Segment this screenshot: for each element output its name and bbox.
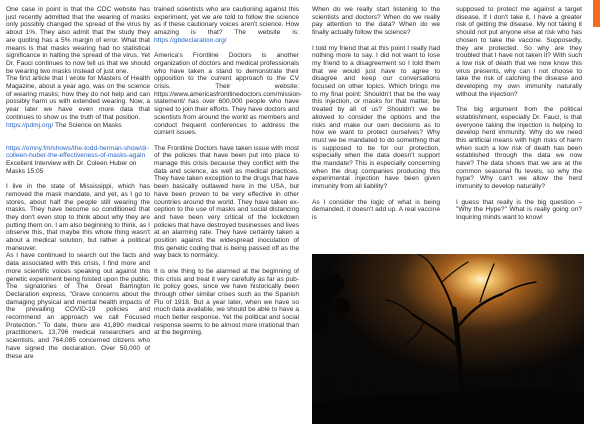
sunset-silhouette-photo bbox=[312, 254, 584, 424]
paragraph: As I consider the logic of what is being demanded, it doesn't add up. A real vaccine is bbox=[312, 198, 440, 221]
paragraph: As I have continued to search out the facts and data associated with this crisis, I find more and more scientific voices speaking out against this genetic experiment being foisted upon the public. The signatories of The Great Barrington Declaration express, "Grave concerns about the damaging physical and mental health impacts of the prevailing COVID-19 policies and recommend an approach we call Focused Protection." To date, there are 41,890 medical practitioners, 13,796 medical researchers and scientists, and 764,085 concerned citizens who have signed the declaration. Over 50,000 of these are bbox=[6, 252, 150, 360]
paragraph: It is one thing to be alarmed at the beginning of this crisis and treat it very carefully as far as pub-lic policy goes, since we have historically been through other similar crises such as the Spanish Flu of 1918. But a year later, when we have so much data available, we should be able to have a much better response. Yet the political and social response seems to be almost more irrational than at the beginning. bbox=[154, 267, 299, 337]
paragraph: I live in the state of Mississippi, which has removed the mask mandate, and yet, as I go to stores, about half the people still wearing the masks. They have become so conditioned that they don't even stop to think about why they are putting them on. I am also beginning to think, as I observe this, that maybe this whole thing wasn't about a medical solution, but rather a political maneuver. bbox=[6, 183, 150, 252]
paragraph: The big argument from the political establishment, especially Dr. Fauci, is that everyone taking the injection is helping to develop herd immunity. Why do we need this artificial means with high risks of harm when such a low risk of death has been established through the data we now have? The data shows that we are at the common seasonal flu levels, so why the hype? Why can't we allow the herd immunity to develop naturally? bbox=[456, 106, 582, 191]
accent-bar bbox=[593, 0, 600, 27]
reference-text: The Science on Masks bbox=[53, 121, 122, 129]
paragraph: The Frontline Doctors have taken issue with most of the policies that have been put into place to manage this crisis because they conflict with the data and science, as well as medical practices. They have taken exception to the drugs that have been basically outlawed here in the USA, but have been proven to be very effective in other countries around the world. They have taken ex-ception to the use of masks and social distancing and have been very critical of the lockdown policies that have destroyed businesses and lives at an alarming rate. They have certainly taken a position against the widespread inoculation of this genetic coding that is being passed off as the way back to normalcy. bbox=[154, 144, 299, 260]
paragraph-text: trained scientists who are cautioning against this experiment, yet we are told to follow the science as if these cautionary voices aren't science. How amazing is that? The website is: bbox=[154, 6, 299, 37]
paragraph: The first article that I wrote for Masters of Health Magazine, about a year ago, was on the science of wearing masks; how they do not help and can possibly harm us with extended wearing. Now, a year later we have even more data that continues to show us the truth of that position. bbox=[6, 75, 150, 121]
column-1 bbox=[6, 6, 150, 360]
paragraph: I told my friend that at this point I really had nothing more to say. I did not want to lose my friend to a disagreement so I told them that we would just have to agree to disagree and keep our conversations focused on other topics. Which brings me to my final point: Shouldn't that be the way this injection, or masks for that matter, be treated by all of us? Shouldn't we be allowed to consider the options and the risks and make our own decisions as to how we want to protect ourselves? Why must we be mandated to do something that is supposed to be for our protection, especially when the data doesn't support the mandate? This is especially concerning when the drug companies producing this experimental injection have been given immunity from all liability? bbox=[312, 44, 440, 191]
interview-text: Excellent Interview with Dr. Coleen Huber on Masks 15:05 bbox=[6, 160, 137, 175]
reference-line bbox=[6, 122, 150, 130]
interview-link[interactable]: https://omny.fm/shows/the-todd-herman-show/dr-colleen-huber-the-effectiveness-of-masks-again bbox=[6, 144, 150, 160]
gbdeclaration-link[interactable]: https://gbdeclaration.org/ bbox=[154, 36, 227, 44]
paragraph: supposed to protect me against a target disease. If I don't take it, I have a greater risk of getting the disease. My not taking it should not put anyone else at risk who has chosen to take the vaccine. Supposedly, they are protected. So why are they troubled that I have not taken it? With such a low risk of death that we now know this virus presents, why can I not choose to take the risk of catching the disease and developing my own immunity naturally without the injection? bbox=[456, 6, 582, 98]
paragraph: One case in point is that the CDC website has just recently admitted that the wearing of masks only possibly changed the spread of the virus by about 1%. They also admit that the study they are quoting has a 5% margin of error. What that means is that masks wearing had no statistical significance in halting the spread of the virus. Yet Dr. Fauci continues to now tell us that we should be wearing two masks instead of just one. bbox=[6, 6, 150, 75]
pdmj-link[interactable]: https://pdmj.org/ bbox=[6, 121, 54, 129]
paragraph: I guess that really is the big question – "Why the Hype?" What is really going on? Inquiring minds want to know! bbox=[456, 198, 582, 221]
column-4 bbox=[456, 6, 582, 222]
column-2 bbox=[154, 6, 303, 337]
paragraph: America's Frontline Doctors is another organization of doctors and medical professionals who have taken a stand to demonstrate their opposition to the current approach to the CV crisis. Their website: https://www.americasfrontlinedoctors.com/mission-statement/ has over 600,000 people who have signed to join their efforts. They have doctors and scientists from around the world as members and conduct frequent conferences to address the current issues. bbox=[154, 52, 303, 137]
paragraph bbox=[154, 6, 299, 45]
column-3 bbox=[312, 6, 440, 222]
paragraph: When do we really start listening to the scientists and doctors? When do we really pay attention to the data? When do we finally actually follow the science? bbox=[312, 6, 440, 37]
